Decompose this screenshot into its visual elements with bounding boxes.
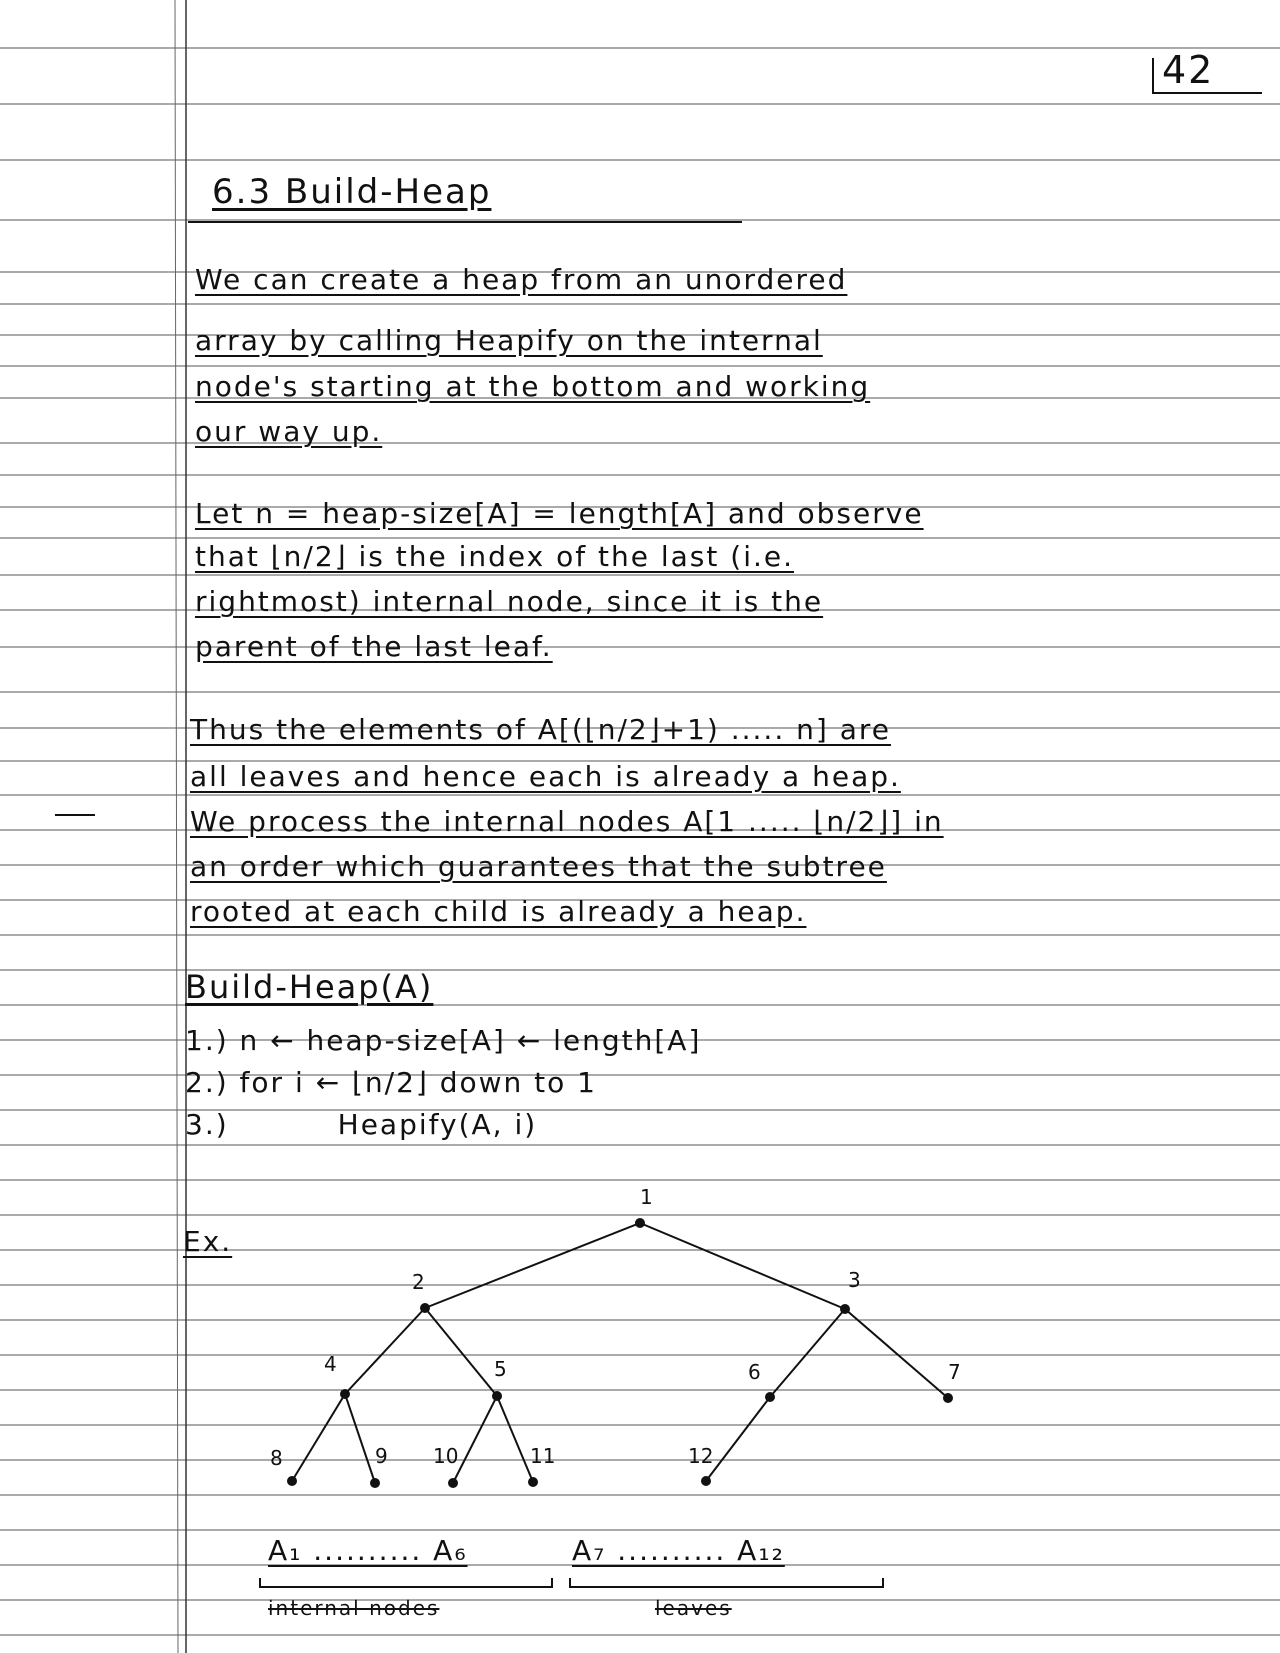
edge-5-10 xyxy=(453,1396,497,1483)
para2-line3: rightmost) internal node, since it is the xyxy=(195,585,824,618)
node-label-4: 4 xyxy=(324,1352,337,1376)
example-label: Ex. xyxy=(183,1225,233,1258)
tree-node-12 xyxy=(701,1476,711,1486)
algorithm-line-3: 3.) Heapify(A, i) xyxy=(185,1108,538,1141)
para2-line1: Let n = heap-size[A] = length[A] and observe xyxy=(195,497,924,530)
para1-line1: We can create a heap from an unordered xyxy=(195,263,848,296)
edge-2-4 xyxy=(345,1308,425,1394)
tree-node-1 xyxy=(635,1218,645,1228)
node-label-6: 6 xyxy=(748,1360,761,1384)
node-label-11: 11 xyxy=(530,1444,556,1468)
tree-node-3 xyxy=(840,1304,850,1314)
para3-line2: all leaves and hence each is already a heap. xyxy=(190,760,901,793)
node-label-10: 10 xyxy=(433,1444,459,1468)
edge-4-9 xyxy=(345,1394,375,1483)
leaves-brace xyxy=(570,1578,883,1587)
edge-6-12 xyxy=(706,1397,770,1481)
edge-1-2 xyxy=(425,1223,640,1308)
para3-line1: Thus the elements of A[(⌊n/2⌋+1) ..... n] are xyxy=(190,713,891,746)
para2-line2: that ⌊n/2⌋ is the index of the last (i.e. xyxy=(195,540,795,573)
para3-line4: an order which guarantees that the subtree xyxy=(190,850,887,883)
para1-line2: array by calling Heapify on the internal xyxy=(195,324,823,357)
node-label-5: 5 xyxy=(494,1357,507,1381)
edge-3-6 xyxy=(770,1309,845,1397)
leaves-label: leaves xyxy=(655,1596,732,1620)
edge-4-8 xyxy=(292,1394,345,1481)
algorithm-line-1: 1.) n ← heap-size[A] ← length[A] xyxy=(185,1024,702,1057)
para2-line4: parent of the last leaf. xyxy=(195,630,553,663)
tree-node-10 xyxy=(448,1478,458,1488)
node-label-12: 12 xyxy=(688,1444,714,1468)
edge-5-11 xyxy=(497,1396,533,1482)
node-label-3: 3 xyxy=(848,1268,861,1292)
page-number: 42 xyxy=(1162,48,1215,92)
edge-2-5 xyxy=(425,1308,497,1396)
edge-3-7 xyxy=(845,1309,948,1398)
para3-line5: rooted at each child is already a heap. xyxy=(190,895,807,928)
internal-nodes-brace xyxy=(260,1578,552,1587)
tree-node-5 xyxy=(492,1391,502,1401)
node-label-1: 1 xyxy=(640,1185,653,1209)
tree-node-6 xyxy=(765,1392,775,1402)
section-title: 6.3 Build-Heap xyxy=(212,172,492,212)
tree-node-7 xyxy=(943,1393,953,1403)
algorithm-title: Build-Heap(A) xyxy=(185,968,434,1006)
tree-node-11 xyxy=(528,1477,538,1487)
node-label-7: 7 xyxy=(948,1360,961,1384)
node-label-8: 8 xyxy=(270,1446,283,1470)
tree-node-9 xyxy=(370,1478,380,1488)
para1-line4: our way up. xyxy=(195,415,383,448)
para3-line3: We process the internal nodes A[1 ..... ⌊n/2⌋] in xyxy=(190,805,944,838)
node-label-2: 2 xyxy=(412,1270,425,1294)
tree-node-4 xyxy=(340,1389,350,1399)
array-leaves-range: A₇ .......... A₁₂ xyxy=(572,1534,785,1567)
tree-node-2 xyxy=(420,1303,430,1313)
edge-1-3 xyxy=(640,1223,845,1309)
array-internal-range: A₁ .......... A₆ xyxy=(268,1534,468,1567)
internal-nodes-label: internal nodes xyxy=(268,1596,440,1620)
algorithm-line-2: 2.) for i ← ⌊n/2⌋ down to 1 xyxy=(185,1066,597,1099)
node-label-9: 9 xyxy=(375,1444,388,1468)
para1-line3: node's starting at the bottom and working xyxy=(195,370,871,403)
tree-node-8 xyxy=(287,1476,297,1486)
